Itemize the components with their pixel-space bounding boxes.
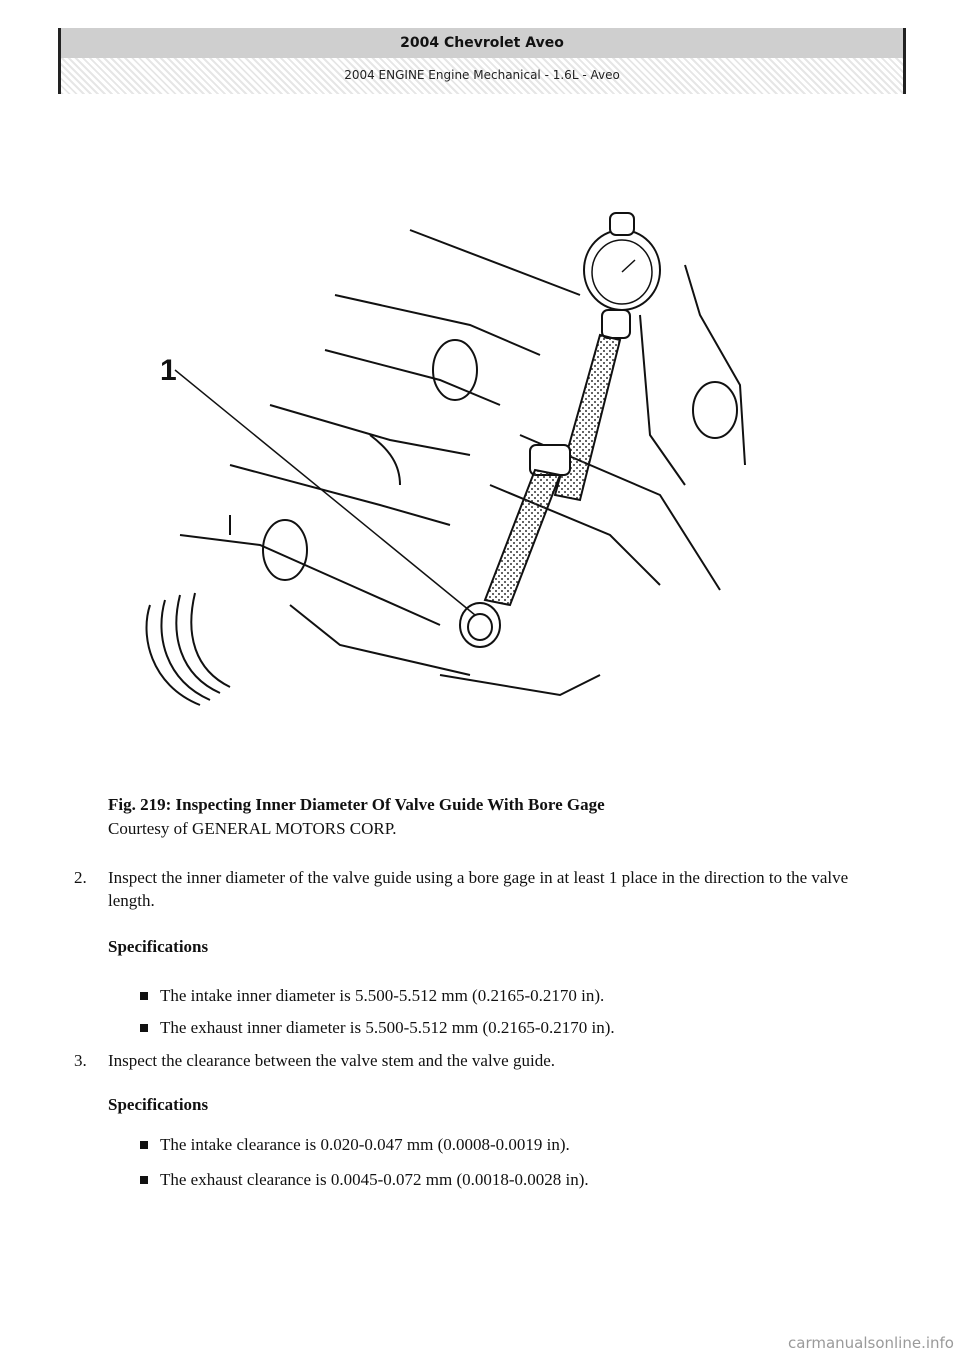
list-item (140, 1169, 589, 1191)
document-subtitle: 2004 ENGINE Engine Mechanical - 1.6L - Aveo (61, 58, 903, 94)
step-text: Inspect the inner diameter of the valve guide using a bore gage in at least 1 place in the direction to the valve length. (108, 868, 849, 910)
bullet-icon (140, 1176, 148, 1184)
step-3 (74, 1049, 894, 1072)
step-number: 2. (74, 868, 87, 887)
list-item (140, 1134, 570, 1156)
figure-caption-title: Fig. 219: Inspecting Inner Diameter Of Valve Guide With Bore Gage (108, 795, 605, 814)
specifications-heading: Specifications (108, 937, 209, 956)
list-item-text: The exhaust clearance is 0.0045-0.072 mm (0.0018-0.0028 in). (160, 1170, 589, 1189)
list-item (140, 985, 604, 1007)
bullet-icon (140, 1141, 148, 1149)
bullet-icon (140, 1024, 148, 1032)
step-text: Inspect the clearance between the valve stem and the valve guide. (108, 1051, 555, 1070)
specifications-heading: Specifications (108, 1095, 209, 1114)
callout-label: 1 (160, 354, 177, 387)
figure-caption-credit: Courtesy of GENERAL MOTORS CORP. (108, 819, 397, 838)
list-item-text: The exhaust inner diameter is 5.500-5.512 mm (0.2165-0.2170 in). (160, 1018, 615, 1037)
step-number: 3. (74, 1051, 87, 1070)
valve-guide-bore-gage-illustration (140, 205, 760, 715)
bullet-icon (140, 992, 148, 1000)
step-2 (74, 866, 894, 912)
document-title: 2004 Chevrolet Aveo (61, 28, 903, 58)
list-item-text: The intake clearance is 0.020-0.047 mm (0.0008-0.0019 in). (160, 1135, 570, 1154)
list-item-text: The intake inner diameter is 5.500-5.512 mm (0.2165-0.2170 in). (160, 986, 605, 1005)
page-header (58, 28, 906, 94)
watermark: carmanualsonline.info (788, 1334, 954, 1352)
figure-caption (108, 793, 828, 841)
list-item (140, 1017, 615, 1039)
